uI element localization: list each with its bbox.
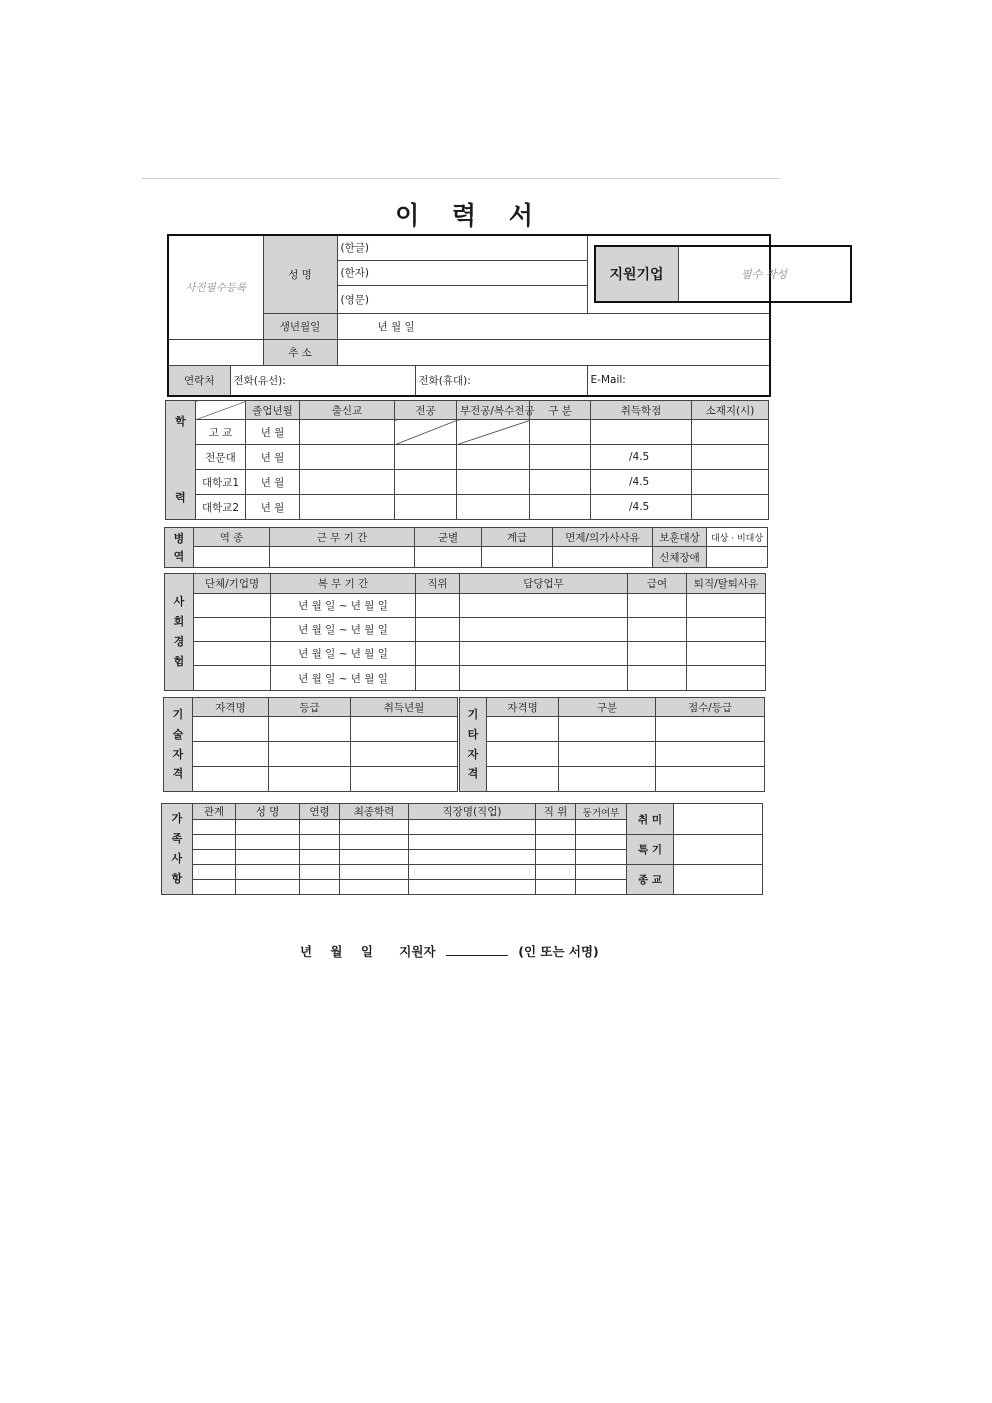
phone-landline-field[interactable]: 전화(유선):	[230, 365, 415, 396]
company-area	[587, 235, 788, 313]
career-reason[interactable]	[687, 666, 766, 691]
tech-cert-grade[interactable]	[269, 767, 351, 792]
education-minor[interactable]	[457, 470, 530, 495]
top-divider	[142, 178, 780, 179]
family-cell[interactable]	[340, 880, 409, 895]
religion-label: 종 교	[627, 865, 674, 895]
education-header-graddate: 졸업년월	[246, 401, 300, 420]
military-exemption[interactable]	[553, 547, 653, 568]
military-period[interactable]	[270, 547, 415, 568]
family-cell[interactable]	[340, 820, 409, 835]
tech-cert-date[interactable]	[351, 717, 458, 742]
other-cert-score[interactable]	[656, 742, 765, 767]
family-cell[interactable]	[236, 850, 300, 865]
other-cert-score[interactable]	[656, 717, 765, 742]
education-minor[interactable]	[457, 445, 530, 470]
family-cell[interactable]	[576, 835, 627, 850]
education-level: 전문대	[196, 445, 246, 470]
family-cell[interactable]	[236, 835, 300, 850]
family-header-age: 연령	[300, 804, 340, 820]
military-branch[interactable]	[415, 547, 482, 568]
education-date[interactable]: 년 월	[246, 495, 300, 520]
name-label: 성 명	[263, 235, 337, 313]
contact-label: 연락처	[168, 365, 230, 396]
family-cell[interactable]	[536, 820, 576, 835]
career-period[interactable]: 년 월 일 ~ 년 월 일	[271, 618, 416, 642]
education-header-school: 출신교	[300, 401, 395, 420]
education-date[interactable]: 년 월	[246, 470, 300, 495]
career-side-label: 사 회 경 험	[165, 574, 194, 691]
tech-cert-name[interactable]	[193, 717, 269, 742]
education-date[interactable]: 년 월	[246, 420, 300, 445]
education-location[interactable]	[692, 445, 769, 470]
family-cell[interactable]	[193, 835, 236, 850]
applicant-label: 지원자	[399, 944, 436, 959]
tech-cert-side-label: 기 술 자 격	[164, 698, 193, 792]
other-cert-type[interactable]	[559, 742, 656, 767]
special-skill-label: 특 기	[627, 835, 674, 865]
career-org[interactable]	[194, 618, 271, 642]
career-table	[164, 573, 766, 691]
photo-area-bottom	[168, 339, 263, 365]
education-level: 대학교1	[196, 470, 246, 495]
other-cert-type[interactable]	[559, 767, 656, 792]
family-cell[interactable]	[536, 850, 576, 865]
birth-label: 생년월일	[263, 313, 337, 339]
military-rank[interactable]	[482, 547, 553, 568]
family-cell[interactable]	[300, 850, 340, 865]
education-gpa[interactable]	[591, 420, 692, 445]
family-cell[interactable]	[536, 865, 576, 880]
education-table	[165, 400, 769, 520]
family-cell[interactable]	[300, 835, 340, 850]
family-cell[interactable]	[576, 880, 627, 895]
other-cert-score[interactable]	[656, 767, 765, 792]
career-position[interactable]	[416, 594, 460, 618]
education-major[interactable]	[395, 445, 457, 470]
hobby-field[interactable]	[674, 804, 763, 835]
address-field[interactable]	[337, 339, 770, 365]
company-label: 지원기업	[595, 246, 679, 302]
education-location[interactable]	[692, 470, 769, 495]
name-hanja-field[interactable]: (한자)	[337, 260, 587, 285]
family-cell[interactable]	[236, 865, 300, 880]
family-header-relation: 관계	[193, 804, 236, 820]
other-cert-name[interactable]	[487, 717, 559, 742]
career-duty[interactable]	[460, 594, 628, 618]
tech-cert-header-date: 취득년월	[351, 698, 458, 717]
education-corner	[196, 401, 246, 420]
veteran-status-field[interactable]: 대상 · 비대상	[707, 528, 768, 547]
family-cell[interactable]	[576, 820, 627, 835]
family-header-position: 직 위	[536, 804, 576, 820]
career-salary[interactable]	[628, 666, 687, 691]
career-header-salary: 급여	[628, 574, 687, 594]
education-category[interactable]	[530, 420, 591, 445]
education-school[interactable]	[300, 420, 395, 445]
disability-label: 신체장애	[653, 547, 707, 568]
other-cert-header-score: 점수/등급	[656, 698, 765, 717]
family-cell[interactable]	[409, 835, 536, 850]
military-header-rank: 계급	[482, 528, 553, 547]
education-header-minor: 부전공/복수전공	[457, 401, 530, 420]
tech-cert-header-grade: 등급	[269, 698, 351, 717]
military-table	[164, 527, 768, 568]
education-gpa[interactable]: /4.5	[591, 495, 692, 520]
education-gpa[interactable]: /4.5	[591, 445, 692, 470]
signature-note: (인 또는 서명)	[518, 944, 599, 959]
special-skill-field[interactable]	[674, 835, 763, 865]
career-position[interactable]	[416, 618, 460, 642]
other-cert-name[interactable]	[487, 742, 559, 767]
education-category[interactable]	[530, 445, 591, 470]
education-minor[interactable]	[457, 495, 530, 520]
birth-field[interactable]: 년 월 일	[337, 313, 770, 339]
career-salary[interactable]	[628, 642, 687, 666]
company-field[interactable]: 필수 작성	[678, 246, 851, 302]
military-header-exemption: 면제/의가사사유	[553, 528, 653, 547]
education-header-location: 소재지(시)	[692, 401, 769, 420]
career-salary[interactable]	[628, 618, 687, 642]
education-level: 대학교2	[196, 495, 246, 520]
phone-mobile-field[interactable]: 전화(휴대):	[415, 365, 587, 396]
career-reason[interactable]	[687, 642, 766, 666]
family-cell[interactable]	[409, 865, 536, 880]
career-period[interactable]: 년 월 일 ~ 년 월 일	[271, 666, 416, 691]
education-level: 고 교	[196, 420, 246, 445]
education-header-gpa: 취득학점	[591, 401, 692, 420]
photo-label: 사진필수등록	[185, 281, 247, 294]
education-location[interactable]	[692, 495, 769, 520]
family-cell[interactable]	[409, 880, 536, 895]
career-salary[interactable]	[628, 594, 687, 618]
education-category[interactable]	[530, 495, 591, 520]
tech-cert-date[interactable]	[351, 742, 458, 767]
disability-field[interactable]	[707, 547, 768, 568]
military-header-branch: 군별	[415, 528, 482, 547]
tech-cert-header-name: 자격명	[193, 698, 269, 717]
career-header-position: 직위	[416, 574, 460, 594]
education-header-category: 구 분	[530, 401, 591, 420]
family-cell[interactable]	[193, 850, 236, 865]
family-cell[interactable]	[300, 880, 340, 895]
family-side-label: 가 족 사 항	[162, 804, 193, 895]
religion-field[interactable]	[674, 865, 763, 895]
family-cell[interactable]	[340, 835, 409, 850]
education-side-label: 학 력	[166, 401, 196, 520]
family-cell[interactable]	[576, 850, 627, 865]
family-header-workplace: 직장명(직업)	[409, 804, 536, 820]
email-field[interactable]: E-Mail:	[587, 365, 770, 396]
family-cell[interactable]	[236, 820, 300, 835]
career-period[interactable]: 년 월 일 ~ 년 월 일	[271, 642, 416, 666]
education-school[interactable]	[300, 445, 395, 470]
tech-cert-date[interactable]	[351, 767, 458, 792]
family-cell[interactable]	[340, 865, 409, 880]
career-org[interactable]	[194, 642, 271, 666]
education-major[interactable]	[395, 470, 457, 495]
other-cert-type[interactable]	[559, 717, 656, 742]
education-category[interactable]	[530, 470, 591, 495]
career-period[interactable]: 년 월 일 ~ 년 월 일	[271, 594, 416, 618]
family-cell[interactable]	[409, 820, 536, 835]
name-korean-field[interactable]: (한글)	[337, 235, 587, 260]
other-cert-side-label: 기 타 자 격	[460, 698, 487, 792]
career-duty[interactable]	[460, 618, 628, 642]
family-table	[161, 803, 763, 895]
career-position[interactable]	[416, 666, 460, 691]
other-cert-header-type: 구분	[559, 698, 656, 717]
career-header-org: 단체/기업명	[194, 574, 271, 594]
military-side-label: 병 역	[165, 528, 194, 568]
family-header-name: 성 명	[236, 804, 300, 820]
tech-cert-grade[interactable]	[269, 742, 351, 767]
family-cell[interactable]	[536, 835, 576, 850]
family-cell[interactable]	[409, 850, 536, 865]
family-cell[interactable]	[300, 865, 340, 880]
tech-cert-name[interactable]	[193, 767, 269, 792]
education-major-na	[395, 420, 457, 445]
education-gpa[interactable]: /4.5	[591, 470, 692, 495]
career-org[interactable]	[194, 666, 271, 691]
career-reason[interactable]	[687, 618, 766, 642]
tech-cert-grade[interactable]	[269, 717, 351, 742]
family-cell[interactable]	[340, 850, 409, 865]
career-header-reason: 퇴직/탈퇴사유	[687, 574, 766, 594]
career-org[interactable]	[194, 594, 271, 618]
military-header-period: 근 무 기 간	[270, 528, 415, 547]
hobby-label: 취 미	[627, 804, 674, 835]
education-location[interactable]	[692, 420, 769, 445]
company-box	[594, 245, 852, 303]
career-duty[interactable]	[460, 642, 628, 666]
page-title: 이 력 서	[395, 201, 545, 230]
family-cell[interactable]	[193, 865, 236, 880]
signature-date[interactable]: 년 월 일	[300, 944, 373, 959]
family-cell[interactable]	[300, 820, 340, 835]
military-type[interactable]	[194, 547, 270, 568]
applicant-name-field[interactable]	[446, 943, 508, 956]
other-cert-table	[459, 697, 765, 792]
family-cell[interactable]	[576, 865, 627, 880]
education-date[interactable]: 년 월	[246, 445, 300, 470]
family-cell[interactable]	[236, 880, 300, 895]
other-cert-header-name: 자격명	[487, 698, 559, 717]
family-cell[interactable]	[193, 820, 236, 835]
family-cell[interactable]	[193, 880, 236, 895]
photo-area[interactable]	[168, 235, 263, 339]
personal-info-table	[167, 234, 788, 397]
education-minor-na	[457, 420, 530, 445]
education-school[interactable]	[300, 470, 395, 495]
address-label: 추 소	[263, 339, 337, 365]
career-header-period: 복 무 기 간	[271, 574, 416, 594]
military-header-type: 역 종	[194, 528, 270, 547]
career-position[interactable]	[416, 642, 460, 666]
career-reason[interactable]	[687, 594, 766, 618]
career-duty[interactable]	[460, 666, 628, 691]
other-cert-name[interactable]	[487, 767, 559, 792]
education-header-major: 전공	[395, 401, 457, 420]
military-header-veteran: 보훈대상	[653, 528, 707, 547]
signature-line	[300, 942, 660, 960]
tech-cert-table	[163, 697, 458, 792]
education-major[interactable]	[395, 495, 457, 520]
career-header-duty: 담당업무	[460, 574, 628, 594]
family-header-cohabit: 동거여부	[576, 804, 627, 820]
name-english-field[interactable]: (영문)	[337, 285, 587, 313]
family-header-education: 최종학력	[340, 804, 409, 820]
family-cell[interactable]	[536, 880, 576, 895]
tech-cert-name[interactable]	[193, 742, 269, 767]
education-school[interactable]	[300, 495, 395, 520]
